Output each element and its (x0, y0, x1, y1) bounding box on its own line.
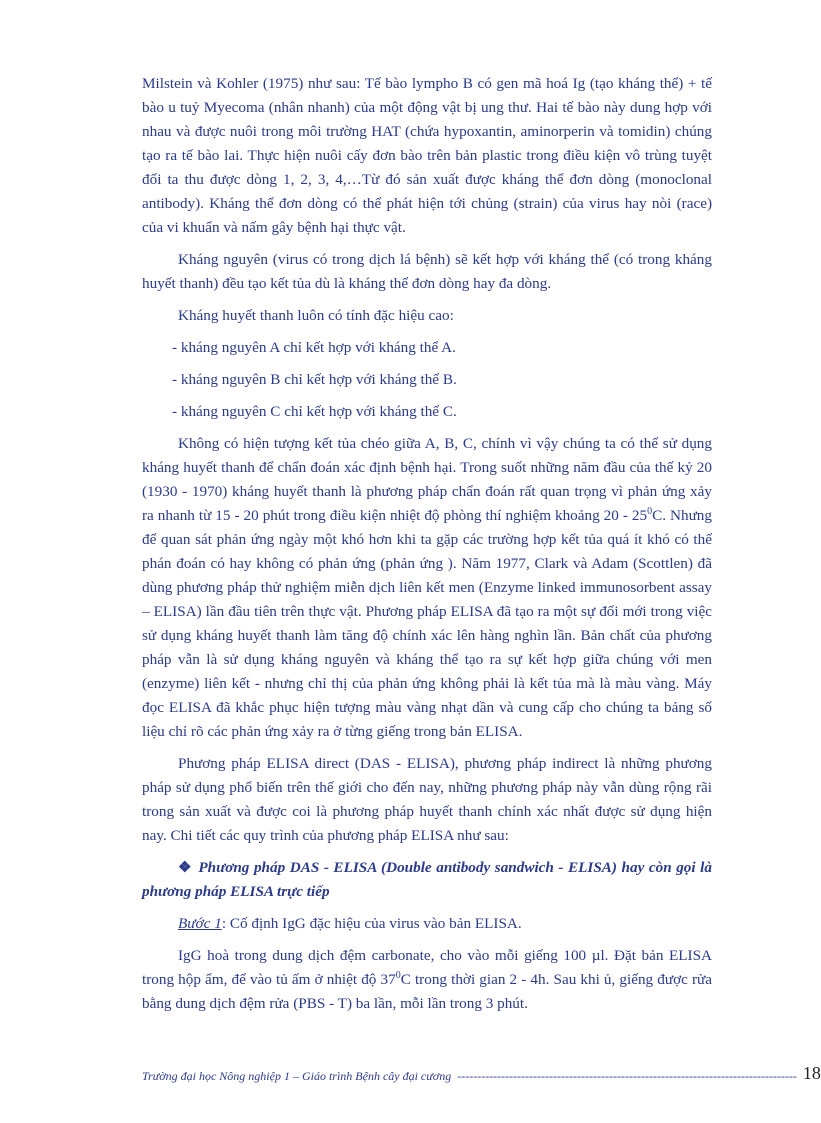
paragraph-4-part-b: C. Nhưng để quan sát phản ứng ngày một khó hơn khi ta gặp các trường hợp kết tủa quá ít khó có thể phán đoán có hay không có phản ứng (phản ứng ). Năm 1977, Clark và Adam (Scottlen) đã dùng phương pháp thử nghiệm miễn dịch liên kết men (Enzyme linked immunosorbent assay – ELISA) lần đầu tiên trên thực vật. Phương pháp ELISA đã tạo ra một sự đổi mới trong việc sử dụng kháng huyết thanh làm tăng độ chính xác lên hàng nghìn lần. Bản chất của phương pháp vẫn là sử dụng kháng nguyên và kháng thể tạo ra sự kết hợp giữa chúng với men (enzyme) liên kết - nhưng chỉ thị của phản ứng không phải là kết tủa mà là màu vàng. Máy đọc ELISA đã khắc phục hiện tượng màu vàng nhạt dần và cung cấp cho chúng ta bảng số liệu chỉ rõ các phản ứng xảy ra ở từng giếng trong bản ELISA. (142, 507, 712, 740)
section-heading-text: Phương pháp DAS - ELISA (Double antibody sandwich - ELISA) hay còn gọi là phương pháp ELISA trực tiếp (142, 859, 712, 900)
paragraph-1: Milstein và Kohler (1975) như sau: Tế bào lympho B có gen mã hoá Ig (tạo kháng thể) + tế bào u tuỷ Myecoma (nhân nhanh) của một động vật bị ung thư. Hai tế bào này dung hợp với nhau và được nuôi trong môi trường HAT (chứa hypoxantin, aminorperin và tomidin) chúng tạo ra tế bào lai. Thực hiện nuôi cấy đơn bào trên bản plastic trong điều kiện vô trùng tuyệt đối ta thu được dòng 1, 2, 3, 4,…Từ đó sản xuất được kháng thể đơn dòng (monoclonal antibody). Kháng thể đơn dòng có thể phát hiện tới chủng (strain) của virus hay nòi (race) của vi khuẩn và nấm gây bệnh hại thực vật. (142, 75, 712, 236)
list-item: - kháng nguyên A chỉ kết hợp với kháng thể A. (172, 339, 456, 356)
paragraph-6-part-a: IgG hoà trong dung dịch đệm carbonate, cho vào mỗi giếng 100 µl. Đặt bản ELISA trong hộp ẩm, để vào tủ ấm ở nhiệt độ 37 (142, 947, 712, 988)
list-item: - kháng nguyên C chỉ kết hợp với kháng thể C. (172, 403, 457, 420)
paragraph-6-part-b: C trong thời gian 2 - 4h. Sau khi ủ, giếng được rửa bằng dung dịch đệm rửa (PBS - T) ba lần, mỗi lần trong 3 phút. (142, 971, 712, 1012)
paragraph-4 (142, 432, 712, 744)
diamond-bullet-icon: ❖ (178, 859, 193, 876)
section-heading (142, 856, 712, 904)
paragraph-2: Kháng nguyên (virus có trong dịch lá bệnh) sẽ kết hợp với kháng thể (có trong kháng huyết thanh) đều tạo kết tủa dù là kháng thể đơn dòng hay đa dòng. (142, 251, 712, 292)
degree-superscript: 0 (647, 505, 653, 517)
step-1 (142, 912, 712, 936)
degree-superscript: 0 (395, 969, 401, 981)
paragraph-5: Phương pháp ELISA direct (DAS - ELISA), phương pháp indirect là những phương pháp sử dụng phổ biến trên thế giới cho đến nay, những phương pháp này vẫn dùng rộng rãi trong sản xuất và được coi là phương pháp huyết thanh chính xác nhất được sử dụng hiện nay. Chi tiết các quy trình của phương pháp ELISA như sau: (142, 755, 712, 844)
document-body (142, 72, 712, 1024)
footer-dash-leader: ------------------------------------------------------------------------------------- (457, 1069, 797, 1083)
paragraph-6 (142, 944, 712, 1016)
page-footer (142, 1058, 821, 1084)
step-1-text: : Cố định IgG đặc hiệu của virus vào bản ELISA. (221, 915, 522, 932)
list-item: - kháng nguyên B chỉ kết hợp với kháng thể B. (172, 371, 457, 388)
footer-title: Trường đại học Nông nghiệp 1 – Giáo trình Bệnh cây đại cương (142, 1069, 452, 1083)
paragraph-4-part-a: Không có hiện tượng kết tủa chéo giữa A, B, C, chính vì vậy chúng ta có thể sử dụng kháng huyết thanh để chẩn đoán xác định bệnh hại. Trong suốt những năm đầu của thế kỷ 20 (1930 - 1970) kháng huyết thanh là phương pháp chẩn đoán rất quan trọng vì phản ứng xảy ra nhanh từ 15 - 20 phút trong điều kiện nhiệt độ phòng thí nghiệm khoảng 20 - 25 (142, 435, 712, 524)
step-1-label: Bước 1 (178, 915, 222, 932)
paragraph-3: Kháng huyết thanh luôn có tính đặc hiệu cao: (178, 307, 454, 324)
page-number: 18 (802, 1063, 821, 1083)
